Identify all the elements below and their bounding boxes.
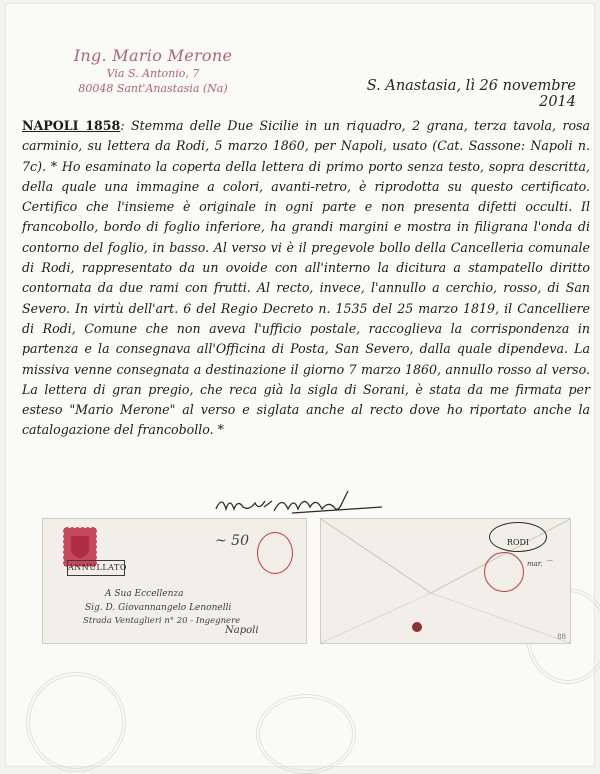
certificate-lead: NAPOLI 1858 <box>22 118 121 133</box>
letterhead-name: Ing. Mario Merone <box>73 46 233 65</box>
certificate-body: Ho esaminato la coperta della lettera di primo porto senza testo, sopra descritta, della quale una immagine a colori, avanti-retro, è riprodotta su questo certificato. Certifico che l'insieme è originale in ogni parte e non presenta difetti occulti. Il francobollo, bordo di foglio inferiore, ha grandi margini e mostra in filigrana l'onda di contorno del foglio, in basso. Al verso vi è il pregevole bollo della Cancelleria comunale di Rodi, rappresentato da un ovoide con all'interno la dicitura a stampatello diritto contornata da due rami con frutti. Al recto, invece, l'annullo a cerchio, rosso, di San Severo. In virtù dell'art. 6 del Regio Decreto n. 1535 del 25 marzo 1819, il Cancelliere di Rodi, Comune che non aveva l'ufficio postale, raccoglieva la corrispondenza in partenza e la consegnava all'Officina di Posta, San Severo, dalla quale dipendeva. La missiva venne consegnata a destinazione il giorno 7 marzo 1860, annullo rosso al verso. La lettera di gran pregio, che reca già la sigla di Sorani, è stata da me firmata per esteso "Mario Merone" al verso e siglata anche al recto dove ho riportato anche la catalogazione del francobollo. * <box>22 158 590 438</box>
embossed-seal-center <box>256 694 356 774</box>
cancel-box-mark: ANNULLATO <box>67 560 125 576</box>
rodi-oval-mark: RODI <box>489 522 547 552</box>
address-line-1: A Sua Eccellenza <box>105 589 184 599</box>
embossed-seal-left <box>26 672 126 772</box>
place-date: S. Anastasia, lì 26 novembre 2014 <box>366 78 576 110</box>
letterhead-city: 80048 Sant'Anastasia (Na) <box>78 82 228 95</box>
address-line-3: Strada Ventaglieri n° 20 - Ingegnere <box>83 616 241 626</box>
corner-number: 88 <box>557 633 566 641</box>
address-line-4: Napoli <box>225 625 259 636</box>
envelope-back <box>320 518 571 644</box>
envelope-front <box>42 518 307 644</box>
back-signature: mar. ⌒ <box>527 560 552 568</box>
red-postmark <box>257 532 293 574</box>
letterhead <box>58 46 248 95</box>
certificate-page <box>6 4 594 766</box>
letterhead-street: Via S. Antonio, 7 <box>106 67 200 80</box>
certificate-intro: : Stemma delle Due Sicilie in un riquadro, 2 grana, terza tavola, rosa carminio, su lettera da Rodi, 5 marzo 1860, per Napoli, usato (Cat. Sassone: Napoli n. 7c). * <box>22 118 591 174</box>
red-arrival-postmark <box>484 552 524 592</box>
address-line-2: Sig. D. Giovannangelo Lenonelli <box>85 603 232 613</box>
rate-mark: ~ 50 <box>215 533 249 549</box>
handwritten-signature <box>212 489 382 519</box>
certificate-text <box>22 116 590 441</box>
